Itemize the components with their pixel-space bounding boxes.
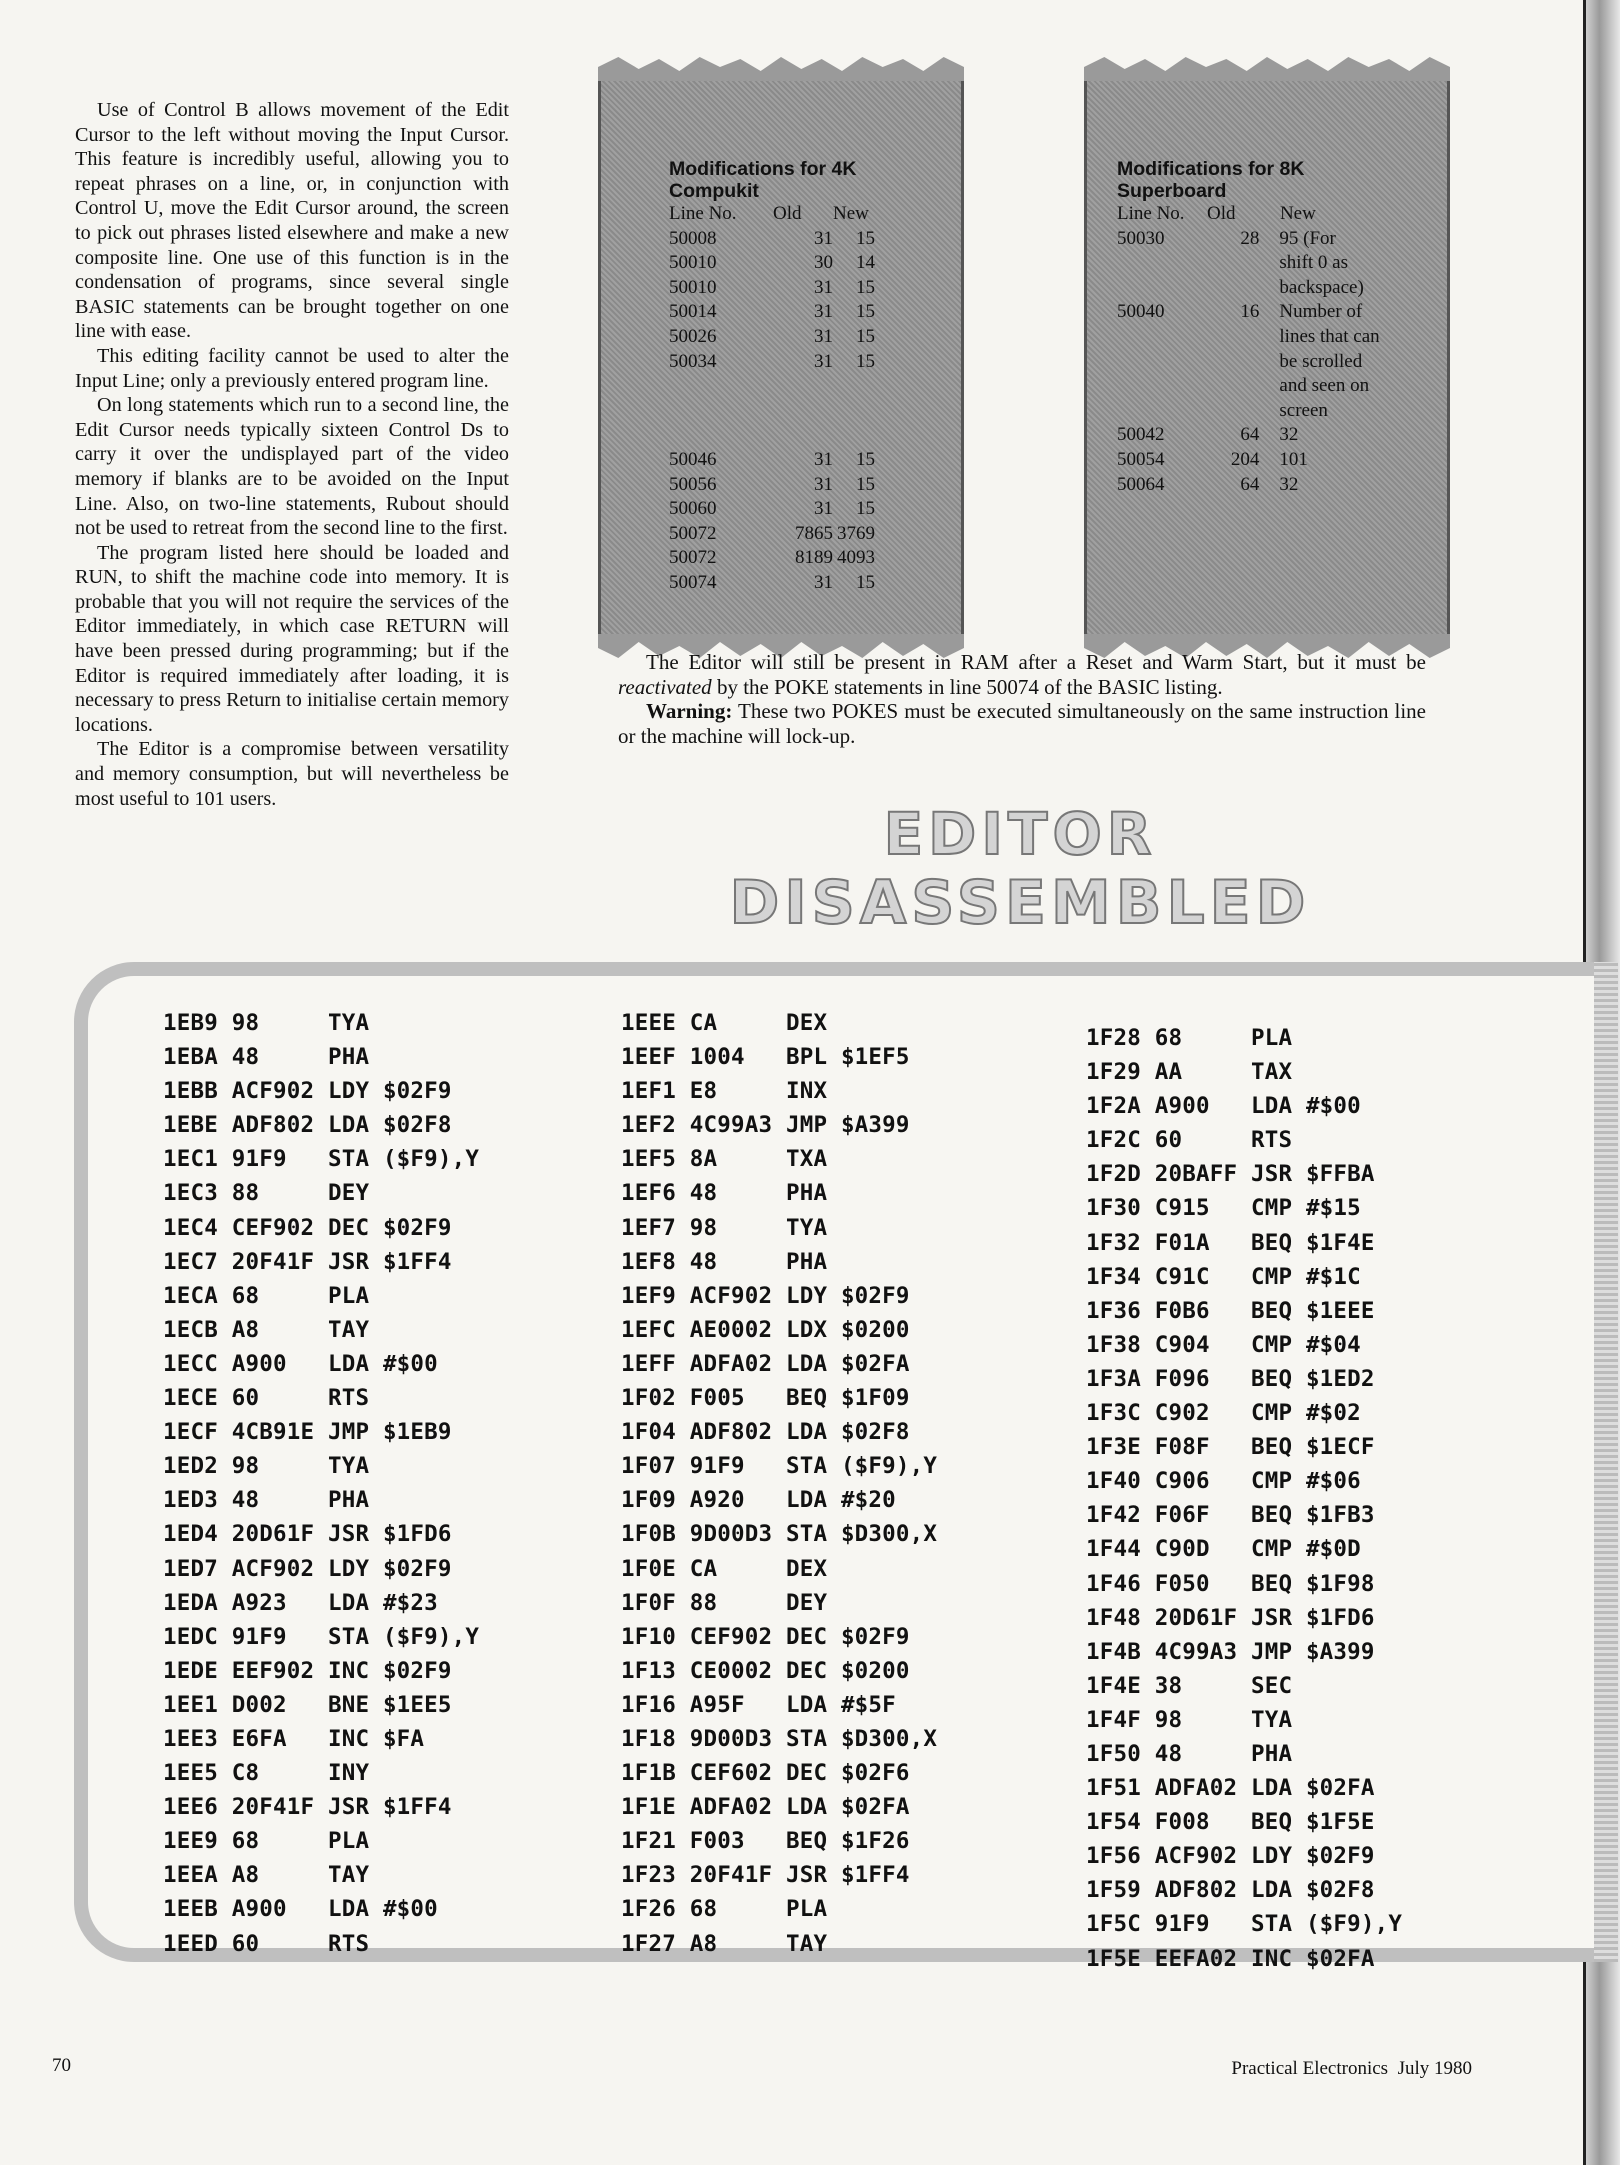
- code-line: 1F2C 60 RTS: [1086, 1127, 1293, 1154]
- table-row: [1117, 423, 1427, 448]
- headline-editor: EDITOR: [883, 800, 1157, 868]
- cell-old: 31: [814, 473, 833, 495]
- code-line: 1EBE ADF802 LDA $02F8: [163, 1112, 452, 1139]
- cell-new: 4093: [837, 547, 875, 569]
- cell-line-no: 50064: [1117, 473, 1165, 495]
- code-line: 1F04 ADF802 LDA $02F8: [621, 1419, 910, 1446]
- code-line: 1F50 48 PHA: [1086, 1740, 1293, 1767]
- cell-line-no: 50056: [669, 473, 717, 495]
- code-line: 1F5C 91F9 STA ($F9),Y: [1086, 1911, 1403, 1938]
- code-line: 1EF6 48 PHA: [621, 1180, 828, 1207]
- cell-new: 14: [856, 252, 875, 274]
- table-row: [1117, 276, 1427, 301]
- code-line: 1F1B CEF602 DEC $02F6: [621, 1760, 910, 1787]
- magazine-name: Practical Electronics: [1231, 2058, 1389, 2079]
- code-line: 1EC7 20F41F JSR $1FF4: [163, 1248, 452, 1275]
- cell-old: 31: [814, 325, 833, 347]
- code-line: 1EEF 1004 BPL $1EF5: [621, 1044, 910, 1071]
- code-line: 1F48 20D61F JSR $1FD6: [1086, 1604, 1375, 1631]
- cell-old: 16: [1240, 301, 1260, 323]
- issue-date: July 1980: [1397, 2058, 1472, 2079]
- code-line: 1F10 CEF902 DEC $02F9: [621, 1623, 910, 1650]
- cell-line-no: [1117, 276, 1207, 301]
- listing-column-3: [1086, 1021, 1402, 1976]
- cell-line-no: 50074: [669, 571, 717, 593]
- cell-new: 15: [856, 448, 875, 470]
- table-row: [669, 448, 941, 473]
- cell-old: [1207, 350, 1259, 375]
- cell-line-no: 50060: [669, 498, 717, 520]
- code-line: 1EF8 48 PHA: [621, 1248, 828, 1275]
- code-line: 1F07 91F9 STA ($F9),Y: [621, 1453, 938, 1480]
- code-line: 1ECE 60 RTS: [163, 1385, 370, 1412]
- table-rows: [1117, 227, 1427, 498]
- cell-new: be scrolled: [1279, 350, 1363, 372]
- table-title: Modifications for 8K: [1117, 158, 1305, 180]
- code-line: 1EE6 20F41F JSR $1FF4: [163, 1794, 452, 1821]
- listing-column-1: [163, 1006, 479, 1961]
- table-row: [669, 300, 941, 325]
- code-line: 1F32 F01A BEQ $1F4E: [1086, 1229, 1375, 1256]
- cell-old: 31: [814, 350, 833, 372]
- cell-new: 95 (For: [1279, 227, 1336, 249]
- code-line: 1F3E F08F BEQ $1ECF: [1086, 1434, 1375, 1461]
- table-row: [1117, 374, 1427, 399]
- cell-old: 64: [1240, 424, 1260, 446]
- cell-line-no: [669, 423, 773, 448]
- code-line: 1F13 CE0002 DEC $0200: [621, 1657, 910, 1684]
- cell-line-no: [1117, 325, 1207, 350]
- cell-line-no: 50072: [669, 547, 717, 569]
- cell-new: and seen on: [1279, 375, 1370, 397]
- code-line: 1EBB ACF902 LDY $02F9: [163, 1078, 452, 1105]
- code-line: 1EF1 E8 INX: [621, 1078, 828, 1105]
- code-line: 1ED4 20D61F JSR $1FD6: [163, 1521, 452, 1548]
- table-row: [1117, 227, 1427, 252]
- code-line: 1EDE EEF902 INC $02F9: [163, 1657, 452, 1684]
- cell-old: 31: [814, 498, 833, 520]
- code-line: 1F2D 20BAFF JSR $FFBA: [1086, 1161, 1375, 1188]
- cell-old: [1207, 276, 1259, 301]
- code-line: 1F1E ADFA02 LDA $02FA: [621, 1794, 910, 1821]
- table-header-row: [1117, 202, 1427, 227]
- header-line-no: Line No.: [1117, 203, 1185, 224]
- table-row: [669, 227, 941, 252]
- code-line: 1EE9 68 PLA: [163, 1828, 370, 1855]
- code-line: 1F09 A920 LDA #$20: [621, 1487, 896, 1514]
- code-line: 1EF5 8A TXA: [621, 1146, 828, 1173]
- code-line: 1EC4 CEF902 DEC $02F9: [163, 1214, 452, 1241]
- code-line: 1ECA 68 PLA: [163, 1282, 370, 1309]
- cell-line-no: 50054: [1117, 448, 1165, 470]
- cell-old: [773, 399, 833, 424]
- cell-old: [1207, 399, 1259, 424]
- code-line: 1F3C C902 CMP #$02: [1086, 1400, 1361, 1427]
- code-line: 1F28 68 PLA: [1086, 1025, 1293, 1051]
- code-line: 1F0F 88 DEY: [621, 1589, 828, 1616]
- header-new: New: [1279, 203, 1316, 224]
- cell-new: screen: [1279, 399, 1328, 421]
- cell-new: [833, 423, 875, 448]
- table-header-row: [669, 202, 941, 227]
- table-row: [669, 276, 941, 301]
- cell-new: 15: [856, 350, 875, 372]
- cell-new: 15: [856, 325, 875, 347]
- code-line: 1EF7 98 TYA: [621, 1214, 828, 1241]
- code-line: 1F30 C915 CMP #$15: [1086, 1195, 1361, 1222]
- emphasis-reactivated: reactivated: [618, 674, 712, 699]
- table-row: [669, 374, 941, 399]
- code-line: 1F40 C906 CMP #$06: [1086, 1468, 1361, 1495]
- table-row: [669, 399, 941, 424]
- code-line: 1EBA 48 PHA: [163, 1044, 370, 1071]
- cell-old: 31: [814, 448, 833, 470]
- code-line: 1F42 F06F BEQ $1FB3: [1086, 1502, 1375, 1529]
- table-row: [669, 251, 941, 276]
- cell-old: [1207, 325, 1259, 350]
- code-line: 1F44 C90D CMP #$0D: [1086, 1536, 1361, 1563]
- code-line: 1F3A F096 BEQ $1ED2: [1086, 1365, 1375, 1392]
- text-segment: by the POKE statements in line 50074 of the BASIC listing.: [711, 674, 1223, 699]
- cell-old: 31: [814, 301, 833, 323]
- torn-edge-top: [1084, 55, 1450, 81]
- code-line: 1F46 F050 BEQ $1F98: [1086, 1570, 1375, 1597]
- code-line: 1F59 ADF802 LDA $02F8: [1086, 1877, 1375, 1904]
- cell-new: Number of: [1279, 301, 1363, 323]
- cell-new: 101: [1279, 448, 1308, 470]
- code-line: 1F23 20F41F JSR $1FF4: [621, 1862, 910, 1889]
- code-line: 1ECB A8 TAY: [163, 1316, 370, 1343]
- table-row: [669, 423, 941, 448]
- cell-old: 31: [814, 571, 833, 593]
- table-subtitle: Compukit: [669, 180, 759, 202]
- cell-line-no: [1117, 251, 1207, 276]
- table-row: [669, 571, 941, 596]
- cell-new: 15: [856, 473, 875, 495]
- cell-line-no: 50014: [669, 301, 717, 323]
- code-line: 1ED3 48 PHA: [163, 1487, 370, 1514]
- code-line: 1EEB A900 LDA #$00: [163, 1896, 438, 1923]
- cell-new: 15: [856, 571, 875, 593]
- code-line: 1EF9 ACF902 LDY $02F9: [621, 1282, 910, 1309]
- cell-old: [1207, 251, 1259, 276]
- code-line: 1F36 F0B6 BEQ $1EEE: [1086, 1297, 1375, 1324]
- paragraph-warning: [618, 699, 1426, 748]
- modifications-4k-table: [598, 80, 964, 635]
- table-row: [669, 325, 941, 350]
- paragraph-input-line: This editing facility cannot be used to alter the Input Line; only a previously entered program line.: [75, 344, 509, 392]
- code-line: 1EC1 91F9 STA ($F9),Y: [163, 1146, 480, 1173]
- code-line: 1EDC 91F9 STA ($F9),Y: [163, 1623, 480, 1650]
- code-line: 1F21 F003 BEQ $1F26: [621, 1828, 910, 1855]
- cell-old: [1207, 374, 1259, 399]
- cell-line-no: 50046: [669, 448, 717, 470]
- cell-new: [833, 399, 875, 424]
- header-line-no: Line No.: [669, 203, 737, 224]
- torn-edge-top: [598, 55, 964, 81]
- table-row: [1117, 325, 1427, 350]
- table-row: [1117, 350, 1427, 375]
- code-line: 1EEA A8 TAY: [163, 1862, 370, 1889]
- code-line: 1F18 9D00D3 STA $D300,X: [621, 1725, 938, 1752]
- header-new: New: [833, 203, 869, 224]
- header-old: Old: [773, 203, 802, 224]
- table-row: [1117, 300, 1427, 325]
- cell-old: 31: [814, 227, 833, 249]
- code-line: 1F4F 98 TYA: [1086, 1706, 1293, 1733]
- warning-text: These two POKES must be executed simultaneously on the same instruction line or the machine will lock-up.: [618, 699, 1426, 748]
- table-row: [1117, 448, 1427, 473]
- code-line: 1EE3 E6FA INC $FA: [163, 1725, 425, 1752]
- cell-line-no: [669, 374, 773, 399]
- code-line: 1F02 F005 BEQ $1F09: [621, 1385, 910, 1412]
- cell-old: 31: [814, 276, 833, 298]
- cell-new: 15: [856, 498, 875, 520]
- code-line: 1EFC AE0002 LDX $0200: [621, 1316, 910, 1343]
- cell-new: 32: [1279, 424, 1299, 446]
- code-line: 1EE5 C8 INY: [163, 1760, 370, 1787]
- cell-line-no: 50042: [1117, 424, 1165, 446]
- code-line: 1F27 A8 TAY: [621, 1930, 828, 1957]
- table-row: [1117, 399, 1427, 424]
- warning-label: Warning:: [646, 699, 733, 723]
- cell-line-no: 50026: [669, 325, 717, 347]
- disassembly-listing-panel: [74, 962, 1594, 1972]
- code-line: 1F54 F008 BEQ $1F5E: [1086, 1809, 1375, 1836]
- code-line: 1F29 AA TAX: [1086, 1059, 1293, 1086]
- cell-old: 64: [1240, 473, 1260, 495]
- cell-line-no: 50072: [669, 522, 717, 544]
- code-line: 1F51 ADFA02 LDA $02FA: [1086, 1775, 1375, 1802]
- code-line: 1F26 68 PLA: [621, 1896, 828, 1923]
- cell-old: 30: [814, 252, 833, 274]
- table-subtitle: Superboard: [1117, 180, 1227, 202]
- cell-new: 15: [856, 227, 875, 249]
- cell-line-no: 50040: [1117, 301, 1165, 323]
- code-line: 1F38 C904 CMP #$04: [1086, 1331, 1361, 1358]
- code-line: 1ED2 98 TYA: [163, 1453, 370, 1480]
- table-row: [669, 350, 941, 375]
- code-line: 1EE1 D002 BNE $1EE5: [163, 1691, 452, 1718]
- table-row: [669, 546, 941, 571]
- code-line: 1ECC A900 LDA #$00: [163, 1350, 438, 1377]
- cell-line-no: 50010: [669, 276, 717, 298]
- code-line: 1ED7 ACF902 LDY $02F9: [163, 1555, 452, 1582]
- cell-line-no: 50034: [669, 350, 717, 372]
- cell-new: 3769: [837, 522, 875, 544]
- cell-line-no: [1117, 350, 1207, 375]
- code-line: 1F4B 4C99A3 JMP $A399: [1086, 1638, 1375, 1665]
- cell-old: 204: [1230, 448, 1260, 470]
- table-row: [669, 522, 941, 547]
- code-line: 1EFF ADFA02 LDA $02FA: [621, 1350, 910, 1377]
- magazine-footer: [1231, 2058, 1472, 2080]
- cell-line-no: 50008: [669, 227, 717, 249]
- cell-line-no: [1117, 374, 1207, 399]
- cell-old: [773, 374, 833, 399]
- cell-new: [833, 374, 875, 399]
- code-line: 1F16 A95F LDA #$5F: [621, 1691, 896, 1718]
- code-line: 1EDA A923 LDA #$23: [163, 1589, 438, 1616]
- cell-new: 32: [1279, 473, 1299, 495]
- cell-line-no: 50030: [1117, 227, 1165, 249]
- code-line: 1EED 60 RTS: [163, 1930, 370, 1957]
- code-line: 1F5E EEFA02 INC $02FA: [1086, 1945, 1375, 1972]
- code-line: 1F2A A900 LDA #$00: [1086, 1093, 1361, 1120]
- cell-old: 28: [1240, 227, 1260, 249]
- cell-old: 7865: [795, 522, 833, 544]
- cell-new: lines that can: [1279, 325, 1380, 347]
- reactivation-note: [618, 650, 1426, 748]
- page-number: 70: [52, 2055, 71, 2076]
- paragraph-compromise: The Editor is a compromise between versatility and memory consumption, but will nevertheless be most useful to 101 users.: [75, 738, 509, 810]
- cell-line-no: [1117, 399, 1207, 424]
- table-title: Modifications for 4K: [669, 158, 857, 180]
- cell-new: shift 0 as: [1279, 252, 1348, 274]
- code-line: 1F4E 38 SEC: [1086, 1672, 1293, 1699]
- code-line: 1F0E CA DEX: [621, 1555, 828, 1582]
- left-column-text: [75, 98, 509, 811]
- code-line: 1EEE CA DEX: [621, 1010, 828, 1036]
- code-line: 1EC3 88 DEY: [163, 1180, 370, 1207]
- cell-line-no: 50010: [669, 252, 717, 274]
- table-row: [1117, 473, 1427, 498]
- cell-line-no: [669, 399, 773, 424]
- header-old: Old: [1206, 203, 1236, 224]
- listing-column-2: [621, 1006, 937, 1961]
- code-line: 1F0B 9D00D3 STA $D300,X: [621, 1521, 938, 1548]
- paragraph-reset: [618, 650, 1426, 699]
- code-line: 1EF2 4C99A3 JMP $A399: [621, 1112, 910, 1139]
- code-line: 1F56 ACF902 LDY $02F9: [1086, 1843, 1375, 1870]
- table-row: [669, 497, 941, 522]
- table-row: [669, 473, 941, 498]
- modifications-8k-table: [1084, 80, 1450, 635]
- cell-new: 15: [856, 301, 875, 323]
- cell-old: 8189: [795, 547, 833, 569]
- table-row: [1117, 251, 1427, 276]
- paragraph-long-statements: On long statements which run to a second line, the Edit Cursor needs typically sixteen Control Ds to carry it over the undisplayed part of the video memory if blanks are to be avoided on the Input Line. Also, on two-line statements, Rubout should not be used to retreat from the second line to the first.: [75, 394, 509, 540]
- cell-new: 15: [856, 276, 875, 298]
- table-rows: [669, 227, 941, 596]
- text-segment: The Editor will still be present in RAM after a Reset and Warm Start, but it must be: [646, 650, 1426, 674]
- headline-disassembled: DISASSEMBLED: [729, 868, 1311, 938]
- paragraph-control-b: Use of Control B allows movement of the Edit Cursor to the left without moving the Input Cursor. This feature is incredibly useful, allowing you to repeat phrases on a line, or, in conjunction with Control U, move the Edit Cursor around, the screen to pick out phrases listed elsewhere and make a new composite line. One use of this function is in the condensation of programs, since several single BASIC statements can be brought together on one line with ease.: [75, 99, 509, 343]
- code-line: 1EB9 98 TYA: [163, 1010, 370, 1036]
- paragraph-load-run: The program listed here should be loaded and RUN, to shift the machine code into memory. It is probable that you will not require the services of the Editor immediately, in which case RETURN will have been pressed during programming; but if the Editor is required immediately after loading, it is necessary to press Return to initialise certain memory locations.: [75, 541, 509, 736]
- cell-old: [773, 423, 833, 448]
- cell-new: backspace): [1279, 276, 1364, 298]
- code-line: 1F34 C91C CMP #$1C: [1086, 1263, 1361, 1290]
- code-line: 1ECF 4CB91E JMP $1EB9: [163, 1419, 452, 1446]
